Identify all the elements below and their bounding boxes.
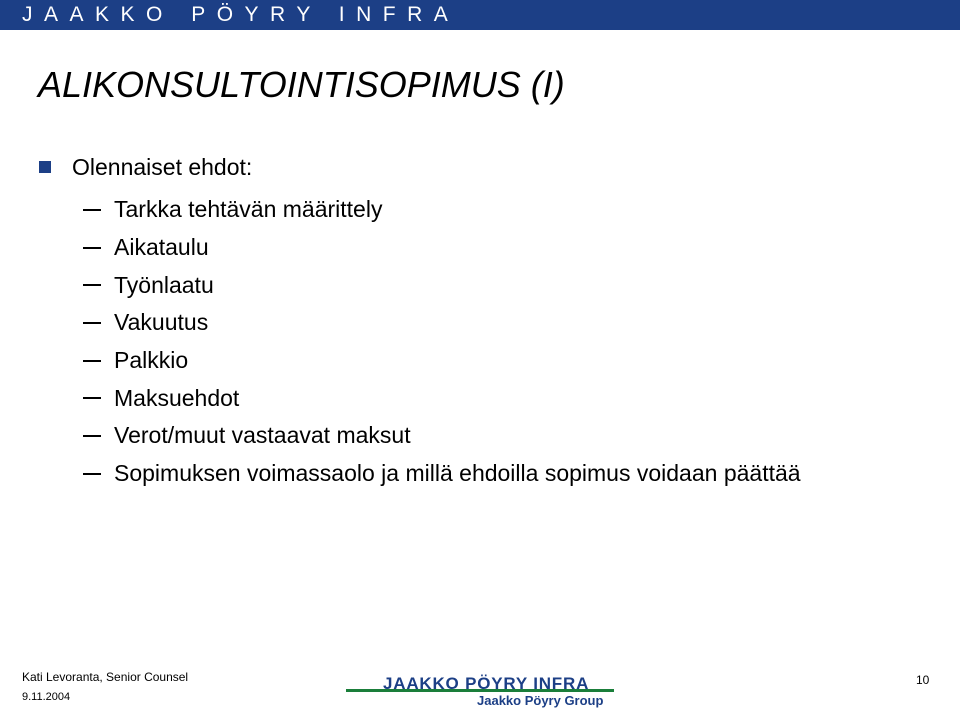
footer-date: 9.11.2004 [22, 691, 71, 703]
sub-bullet-item [83, 229, 801, 267]
dash-bullet-icon [83, 435, 101, 437]
sub-bullet-text: Verot/muut vastaavat maksut [114, 422, 411, 449]
sub-bullet-text: Vakuutus [114, 309, 209, 336]
header-brand-text: JAAKKO PÖYRY INFRA [22, 3, 460, 26]
dash-bullet-icon [83, 322, 101, 324]
sub-bullet-text: Työnlaatu [114, 271, 214, 298]
footer-group-name: Jaakko Pöyry Group [477, 693, 604, 708]
sub-bullet-item [83, 191, 801, 229]
sub-bullet-item [83, 304, 801, 342]
sub-bullet-item [83, 266, 801, 304]
sub-bullet-item [83, 455, 801, 493]
sub-bullet-item [83, 379, 801, 417]
footer-logo: JAAKKO PÖYRY INFRA [383, 674, 590, 693]
dash-bullet-icon [83, 360, 101, 362]
square-bullet-icon [39, 161, 51, 173]
sub-bullet-text: Tarkka tehtävän määrittely [114, 196, 383, 223]
footer-author: Kati Levoranta, Senior Counsel [22, 670, 189, 684]
sub-bullet-text: Aikataulu [114, 234, 209, 261]
sub-bullet-text: Sopimuksen voimassaolo ja millä ehdoilla sopimus voidaan päättää [114, 460, 801, 487]
main-bullet-text: Olennaiset ehdot: [72, 154, 253, 180]
dash-bullet-icon [83, 247, 101, 249]
main-bullet [39, 154, 252, 181]
sub-bullet-item [83, 342, 801, 380]
slide-title: ALIKONSULTOINTISOPIMUS (I) [38, 64, 565, 105]
dash-bullet-icon [83, 284, 101, 286]
dash-bullet-icon [83, 473, 101, 475]
sub-bullet-item [83, 417, 801, 455]
sub-bullet-text: Palkkio [114, 347, 189, 374]
dash-bullet-icon [83, 209, 101, 211]
sub-bullet-list [83, 191, 801, 493]
sub-bullet-text: Maksuehdot [114, 384, 240, 411]
page-number: 10 [916, 673, 930, 687]
header-bar [0, 0, 960, 30]
dash-bullet-icon [83, 397, 101, 399]
